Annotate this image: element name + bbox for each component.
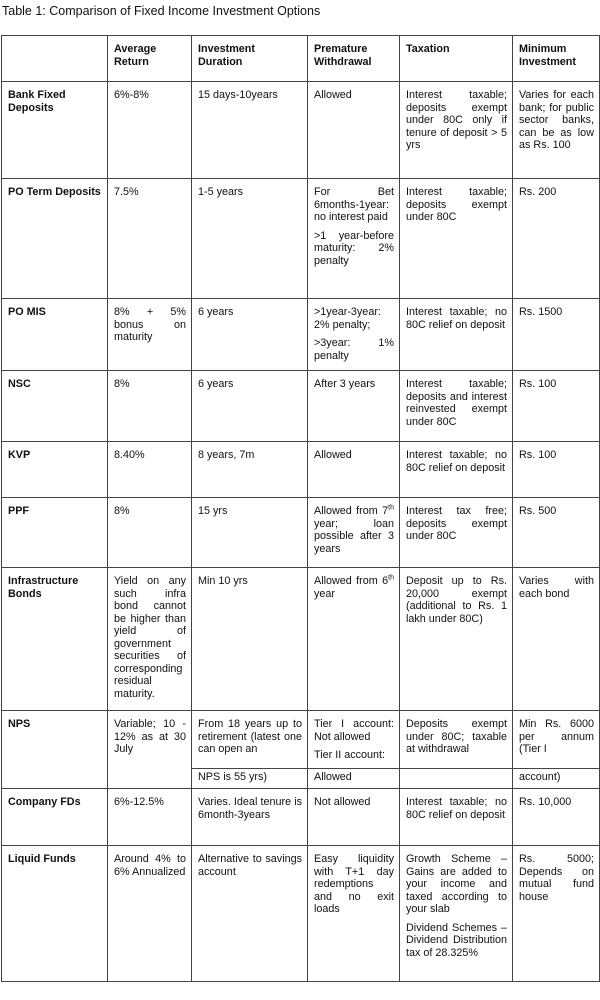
table-row <box>2 711 600 769</box>
minimum-cell: Rs. 500 <box>513 498 600 568</box>
withdrawal-text: Allowed from 7 <box>314 505 389 517</box>
taxation-cell: Interest taxable; deposits and interest reinvested exempt under 80C <box>400 371 513 442</box>
return-cell: Around 4% to 6% Annualized <box>108 846 192 982</box>
table-row <box>2 498 600 568</box>
withdrawal-cell <box>308 568 400 711</box>
row-name-cell: Bank Fixed Deposits <box>2 82 108 179</box>
return-cell: 8% + 5% bonus on maturity <box>108 299 192 371</box>
taxation-cell <box>400 769 513 789</box>
withdrawal-line: >1 year-before maturity: 2% penalty <box>314 229 394 267</box>
taxation-cell: Deposits exempt under 80C; taxable at withdrawal <box>400 711 513 769</box>
return-cell: 7.5% <box>108 179 192 299</box>
withdrawal-line: >3year: 1% penalty <box>314 337 394 362</box>
header-average-return: Average Return <box>108 36 192 82</box>
table-row <box>2 179 600 299</box>
taxation-cell: Interest taxable; deposits exempt under 80C only if tenure of deposit > 5 yrs <box>400 82 513 179</box>
row-name-cell: Infrastructure Bonds <box>2 568 108 711</box>
duration-cell: Alternative to savings account <box>192 846 308 982</box>
return-cell: 8% <box>108 498 192 568</box>
header-premature-withdrawal: Premature Withdrawal <box>308 36 400 82</box>
duration-cell: 6 years <box>192 299 308 371</box>
minimum-cell: Rs. 1500 <box>513 299 600 371</box>
withdrawal-cell <box>308 179 400 299</box>
return-cell: 8% <box>108 371 192 442</box>
minimum-cell: Rs. 5000; Depends on mutual fund house <box>513 846 600 982</box>
duration-cell: 8 years, 7m <box>192 442 308 498</box>
return-cell: 6%-12.5% <box>108 789 192 846</box>
row-name-cell: Liquid Funds <box>2 846 108 982</box>
withdrawal-line: For Bet 6months-1year: no interest paid <box>314 186 394 223</box>
minimum-cell: Min Rs. 6000 per annum (Tier I <box>513 711 600 769</box>
duration-cell: From 18 years up to retirement (latest one can open an <box>192 711 308 769</box>
duration-cell: Varies. Ideal tenure is 6month-3years <box>192 789 308 846</box>
table-row <box>2 371 600 442</box>
withdrawal-cell: Allowed <box>308 769 400 789</box>
taxation-cell: Deposit up to Rs. 20,000 exempt (additional to Rs. 1 lakh under 80C) <box>400 568 513 711</box>
duration-cell: 1-5 years <box>192 179 308 299</box>
table-row <box>2 82 600 179</box>
duration-cell: 15 yrs <box>192 498 308 568</box>
table-row <box>2 442 600 498</box>
duration-cell: 15 days-10years <box>192 82 308 179</box>
withdrawal-text: year <box>314 587 336 600</box>
taxation-line: Growth Scheme – Gains are added to your income and taxed according to your slab <box>406 853 507 915</box>
return-cell: 8.40% <box>108 442 192 498</box>
header-minimum-investment: Minimum Investment <box>513 36 600 82</box>
withdrawal-text: year; loan possible after 3 years <box>314 517 394 555</box>
header-cell-corner <box>2 36 108 82</box>
table-row <box>2 789 600 846</box>
minimum-cell: Rs. 10,000 <box>513 789 600 846</box>
taxation-cell: Interest taxable; no 80C relief on deposit <box>400 789 513 846</box>
withdrawal-text: Allowed from 6 <box>314 575 389 587</box>
ordinal-suffix: th <box>388 574 394 582</box>
withdrawal-cell <box>308 299 400 371</box>
taxation-cell: Interest taxable; no 80C relief on deposit <box>400 299 513 371</box>
row-name-cell: PO Term Deposits <box>2 179 108 299</box>
minimum-cell: Rs. 200 <box>513 179 600 299</box>
table-row <box>2 846 600 982</box>
row-name-cell: Company FDs <box>2 789 108 846</box>
row-name-cell: NPS <box>2 711 108 789</box>
return-cell: 6%-8% <box>108 82 192 179</box>
taxation-cell: Interest tax free; deposits exempt under 80C <box>400 498 513 568</box>
withdrawal-line: Tier I account: Not allowed <box>314 718 394 743</box>
duration-cell: NPS is 55 yrs) <box>192 769 308 789</box>
return-cell: Variable; 10 - 12% as at 30 July <box>108 711 192 789</box>
withdrawal-cell: Allowed <box>308 82 400 179</box>
header-taxation: Taxation <box>400 36 513 82</box>
duration-cell: 6 years <box>192 371 308 442</box>
row-name-cell: NSC <box>2 371 108 442</box>
row-name-cell: PO MIS <box>2 299 108 371</box>
return-cell: Yield on any such infra bond cannot be higher than yield of government securities of corresponding residual maturity. <box>108 568 192 711</box>
withdrawal-cell: After 3 years <box>308 371 400 442</box>
withdrawal-cell: Easy liquidity with T+1 day redemptions and no exit loads <box>308 846 400 982</box>
header-row <box>2 36 600 82</box>
withdrawal-line: >1year-3year: 2% penalty; <box>314 306 381 331</box>
taxation-cell: Interest taxable; deposits exempt under 80C <box>400 179 513 299</box>
withdrawal-cell: Not allowed <box>308 789 400 846</box>
minimum-cell: Rs. 100 <box>513 442 600 498</box>
row-name-cell: PPF <box>2 498 108 568</box>
duration-cell: Min 10 yrs <box>192 568 308 711</box>
withdrawal-cell <box>308 711 400 769</box>
table-caption: Table 1: Comparison of Fixed Income Investment Options <box>2 4 321 18</box>
comparison-table <box>1 35 600 982</box>
ordinal-suffix: th <box>388 504 394 512</box>
taxation-cell <box>400 846 513 982</box>
row-name-cell: KVP <box>2 442 108 498</box>
table-row <box>2 299 600 371</box>
header-investment-duration: Investment Duration <box>192 36 308 82</box>
taxation-line: Dividend Schemes – Dividend Distribution tax of 28.325% <box>406 921 507 959</box>
minimum-cell: Rs. 100 <box>513 371 600 442</box>
minimum-cell: Varies with each bond <box>513 568 600 711</box>
withdrawal-cell <box>308 498 400 568</box>
withdrawal-cell: Allowed <box>308 442 400 498</box>
taxation-cell: Interest taxable; no 80C relief on deposit <box>400 442 513 498</box>
minimum-cell: Varies for each bank; for public sector banks, can be as low as Rs. 100 <box>513 82 600 179</box>
minimum-cell: account) <box>513 769 600 789</box>
table-row <box>2 568 600 711</box>
withdrawal-line: Tier II account: <box>314 749 386 761</box>
